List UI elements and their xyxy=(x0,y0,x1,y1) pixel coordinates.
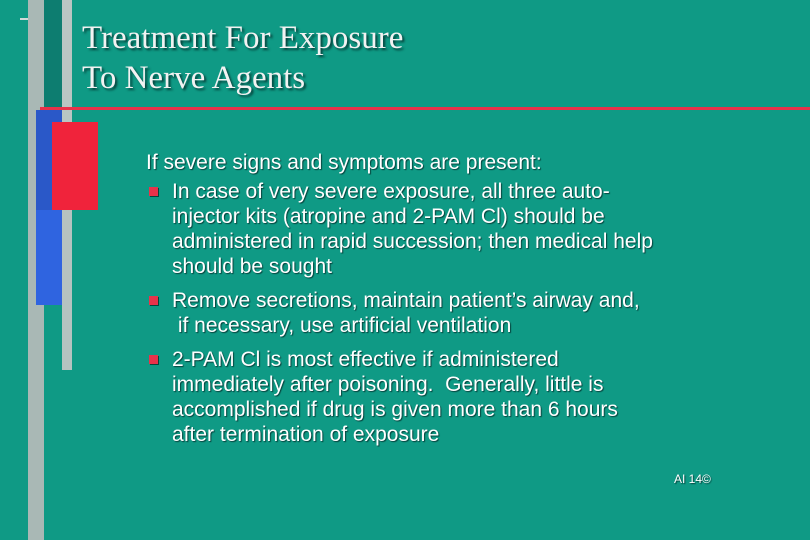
bullet-item xyxy=(146,179,786,279)
slide-footer-label: AI 14© xyxy=(674,472,711,486)
decor-blue-block xyxy=(36,210,62,305)
bullet-line: after termination of exposure xyxy=(172,423,440,446)
bullet-line: In case of very severe exposure, all three auto- xyxy=(172,180,610,203)
slide-title xyxy=(82,18,782,98)
decor-dark-block xyxy=(44,0,62,123)
title-line-1: Treatment For Exposure xyxy=(82,20,404,56)
bullet-line: immediately after poisoning. Generally, little is xyxy=(172,373,604,396)
bullet-line: should be sought xyxy=(172,255,332,278)
square-bullet-icon xyxy=(149,187,158,196)
bullet-line: 2-PAM Cl is most effective if administered xyxy=(172,348,559,371)
bullet-line: administered in rapid succession; then medical help xyxy=(172,230,653,253)
bullet-item xyxy=(146,288,786,338)
bullet-line: injector kits (atropine and 2-PAM Cl) should be xyxy=(172,205,605,228)
title-line-2: To Nerve Agents xyxy=(82,60,306,96)
decor-gray-block xyxy=(62,0,72,123)
title-underline xyxy=(40,107,810,110)
square-bullet-icon xyxy=(149,355,158,364)
square-bullet-icon xyxy=(149,296,158,305)
bullet-line: Remove secretions, maintain patient’s airway and, xyxy=(172,289,640,312)
bullet-line: if necessary, use artificial ventilation xyxy=(172,314,512,337)
bullet-item xyxy=(146,347,786,447)
decor-lightgray-block xyxy=(62,210,72,370)
slide-body xyxy=(146,150,786,456)
bullet-line: accomplished if drug is given more than 6 hours xyxy=(172,398,618,421)
decor-tick xyxy=(20,18,28,20)
decor-red-block xyxy=(52,122,98,210)
intro-text: If severe signs and symptoms are present: xyxy=(146,151,542,174)
